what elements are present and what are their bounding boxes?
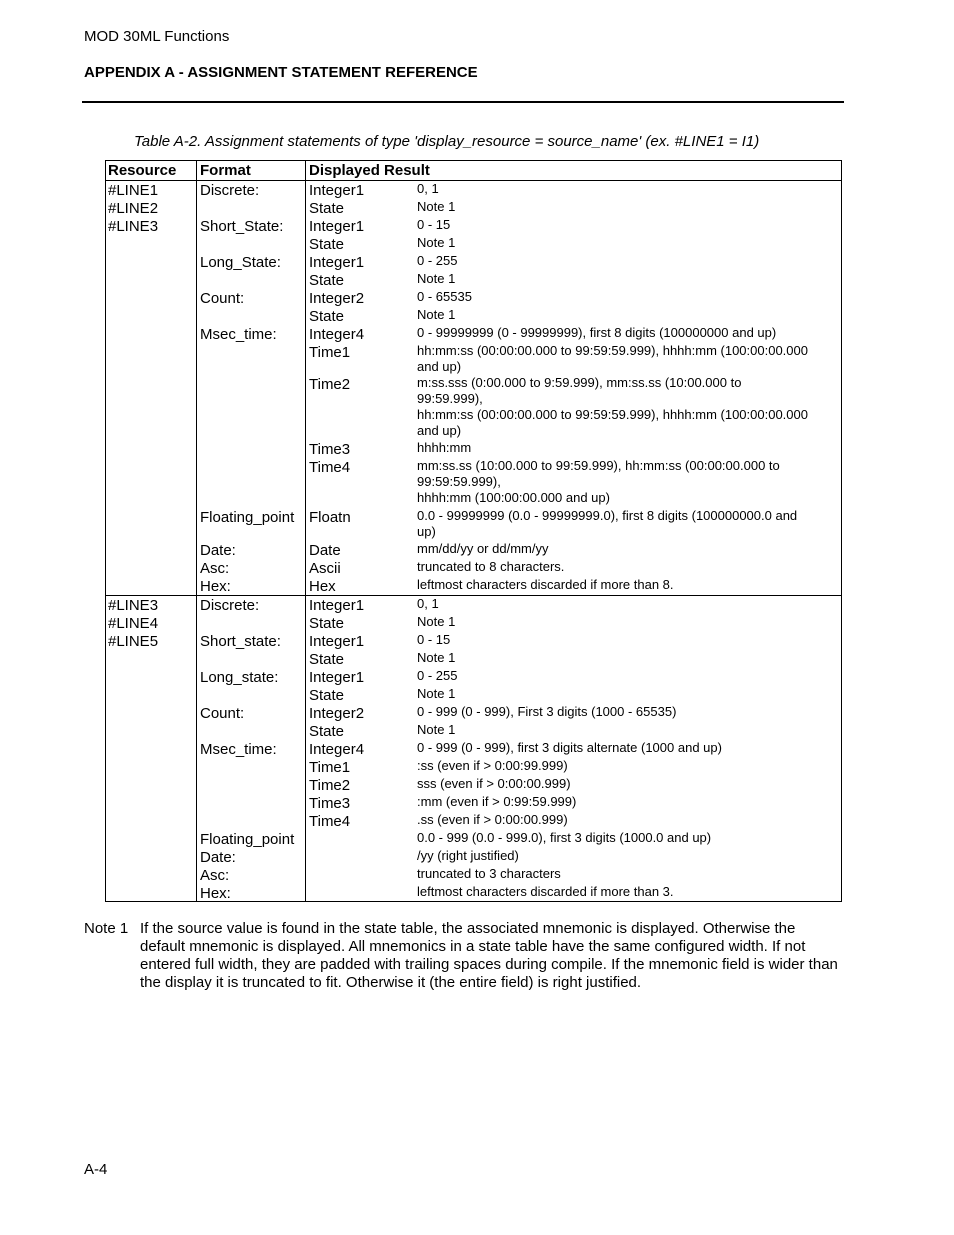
type-label: Time3 [309,795,351,812]
format-label: Discrete: [200,597,260,614]
result-value: 0 - 15 [417,632,451,647]
type-label: Time2 [309,777,351,794]
type-label: Integer1 [309,254,365,271]
result-value: Note 1 [417,235,456,250]
result-value-continued: hh:mm:ss (00:00:00.000 to 99:59:59.999), hhhh:mm (100:00:00.000 [417,407,808,422]
result-value: leftmost characters discarded if more than 8. [417,577,674,592]
group-divider [106,595,841,596]
result-value: hh:mm:ss (00:00:00.000 to 99:59:59.999), hhhh:mm (100:00:00.000 [417,343,808,358]
result-value: 0 - 255 [417,668,458,683]
result-value: truncated to 3 characters [417,866,561,881]
result-value: leftmost characters discarded if more than 3. [417,884,674,899]
type-label: Time1 [309,344,351,361]
format-label: Date: [200,849,236,866]
format-label: Msec_time: [200,326,277,343]
header-rule [82,101,844,103]
result-value: sss (even if > 0:00:00.999) [417,776,571,791]
type-label: State [309,200,345,217]
result-value: Note 1 [417,722,456,737]
format-label: Count: [200,290,245,307]
resource-name: #LINE4 [108,615,159,632]
type-label: State [309,687,345,704]
result-value: Note 1 [417,307,456,322]
result-value: Note 1 [417,686,456,701]
resource-name: #LINE3 [108,597,159,614]
header-divider [106,180,841,181]
type-label: Time3 [309,441,351,458]
resource-name: #LINE3 [108,218,159,235]
result-value: mm/dd/yy or dd/mm/yy [417,541,549,556]
result-value-continued: and up) [417,423,462,438]
type-label: Date [309,542,341,559]
type-label: State [309,272,345,289]
resource-name: #LINE5 [108,633,159,650]
footnote-text: If the source value is found in the state table, the associated mnemonic is displayed. Otherwise the default mnemonic is displayed. All mnemonics in a state table have the same configured width. If not entered full width, they are padded with trailing spaces during compile. If the mnemonic field is wider than the display it is truncated to fit. Otherwise it (the entire field) is right justified. [140,920,838,991]
result-value: Note 1 [417,614,456,629]
type-label: State [309,308,345,325]
type-label: Integer1 [309,218,365,235]
resource-name: #LINE1 [108,182,159,199]
result-value: 0, 1 [417,181,439,196]
result-value-continued: and up) [417,359,462,374]
format-label: Short_State: [200,218,284,235]
footnote-label: Note 1 [84,920,129,937]
column-divider [196,161,197,901]
assignment-table [105,160,842,902]
result-value: truncated to 8 characters. [417,559,565,574]
type-label: Hex [309,578,336,595]
result-value: 0 - 999 (0 - 999), First 3 digits (1000 - 65535) [417,704,677,719]
column-divider [305,161,306,901]
format-label: Hex: [200,885,231,902]
format-label: Long_State: [200,254,281,271]
type-label: Ascii [309,560,341,577]
type-label: Integer1 [309,597,365,614]
header-format: Format [200,162,251,179]
type-label: Integer2 [309,705,365,722]
format-label: Date: [200,542,236,559]
result-value: Note 1 [417,650,456,665]
format-label: Asc: [200,867,230,884]
page-number: A-4 [84,1161,108,1178]
format-label: Count: [200,705,245,722]
type-label: Floatn [309,509,351,526]
type-label: Integer4 [309,326,365,343]
format-label: Hex: [200,578,231,595]
result-value: .ss (even if > 0:00:00.999) [417,812,568,827]
result-value: 0, 1 [417,596,439,611]
result-value: Note 1 [417,199,456,214]
result-value: 0.0 - 99999999 (0.0 - 99999999.0), first 8 digits (100000000.0 and [417,508,798,523]
header-resource: Resource [108,162,177,179]
type-label: Integer2 [309,290,365,307]
result-value-continued: hhhh:mm (100:00:00.000 and up) [417,490,610,505]
type-label: State [309,236,345,253]
result-value-continued: 99:59:59.999), [417,474,501,489]
type-label: State [309,615,345,632]
result-value-continued: up) [417,524,436,539]
type-label: Time4 [309,459,351,476]
type-label: Time4 [309,813,351,830]
format-label: Asc: [200,560,230,577]
result-value: 0 - 255 [417,253,458,268]
result-value: 0 - 999 (0 - 999), first 3 digits alternate (1000 and up) [417,740,722,755]
type-label: Integer1 [309,182,365,199]
format-label: Floating_point [200,831,295,848]
format-label: Long_state: [200,669,279,686]
format-label: Discrete: [200,182,260,199]
type-label: Integer1 [309,669,365,686]
type-label: State [309,723,345,740]
result-value-continued: 99:59.999), [417,391,483,406]
result-value: 0 - 99999999 (0 - 99999999), first 8 digits (100000000 and up) [417,325,777,340]
format-label: Short_state: [200,633,281,650]
table-caption: Table A-2. Assignment statements of type 'display_resource = source_name' (ex. #LINE1 = I1) [134,133,760,150]
document-title: MOD 30ML Functions [84,28,230,45]
type-label: Integer4 [309,741,365,758]
result-value: Note 1 [417,271,456,286]
type-label: Integer1 [309,633,365,650]
section-title: APPENDIX A - ASSIGNMENT STATEMENT REFERENCE [84,64,478,81]
header-displayed-result: Displayed Result [309,162,430,179]
result-value: :mm (even if > 0:99:59.999) [417,794,577,809]
result-value: hhhh:mm [417,440,472,455]
result-value: /yy (right justified) [417,848,519,863]
format-label: Msec_time: [200,741,277,758]
type-label: Time2 [309,376,351,393]
type-label: Time1 [309,759,351,776]
result-value: :ss (even if > 0:00:99.999) [417,758,568,773]
result-value: m:ss.sss (0:00.000 to 9:59.999), mm:ss.ss (10:00.000 to [417,375,742,390]
result-value: mm:ss.ss (10:00.000 to 99:59.999), hh:mm:ss (00:00:00.000 to [417,458,780,473]
result-value: 0 - 15 [417,217,451,232]
resource-name: #LINE2 [108,200,159,217]
result-value: 0.0 - 999 (0.0 - 999.0), first 3 digits (1000.0 and up) [417,830,712,845]
result-value: 0 - 65535 [417,289,472,304]
type-label: State [309,651,345,668]
format-label: Floating_point [200,509,295,526]
